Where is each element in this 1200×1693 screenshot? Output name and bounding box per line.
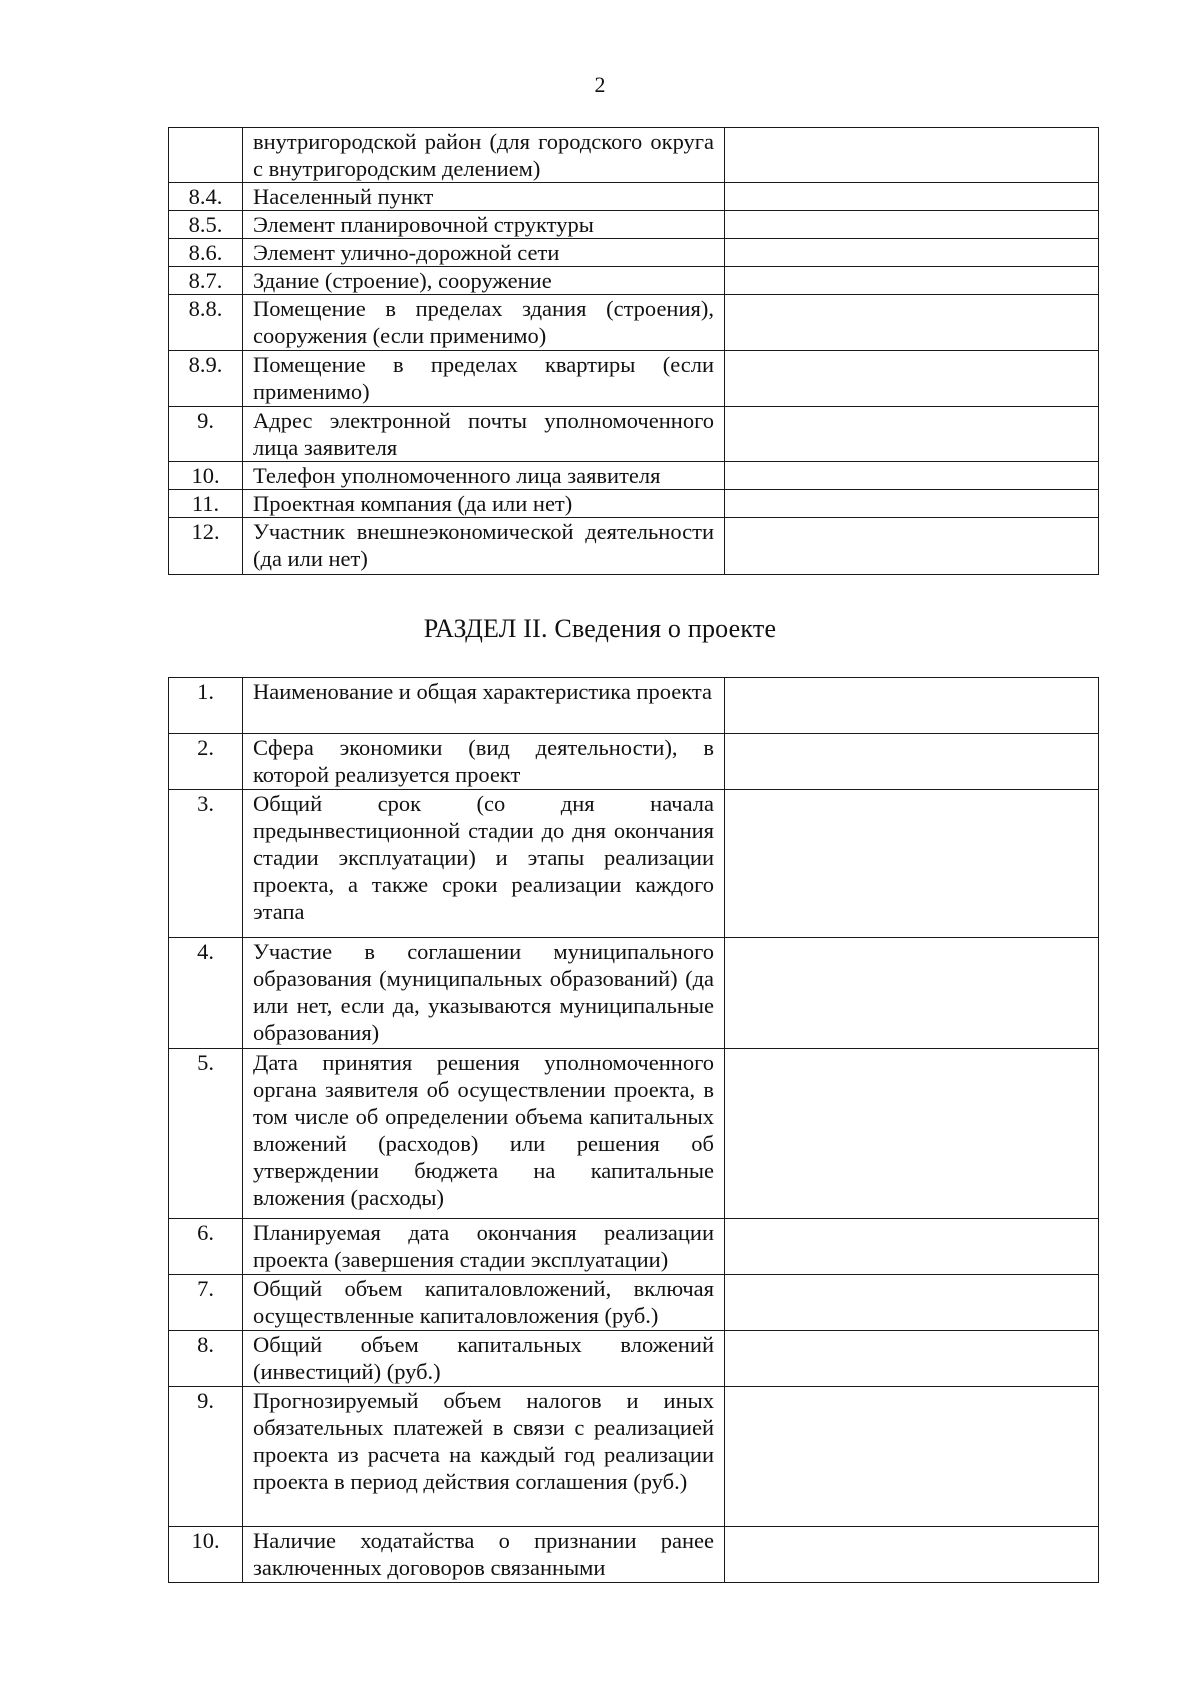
row-label: Общий объем капитальных вложений (инвестиций) (руб.): [243, 1331, 725, 1387]
table-row: [169, 734, 1099, 790]
row-number: 12.: [169, 518, 243, 575]
table-row: [169, 295, 1099, 351]
row-number: 8.6.: [169, 239, 243, 267]
row-label: Общий объем капиталовложений, включая осуществленные капиталовложения (руб.): [243, 1275, 725, 1331]
row-value-cell[interactable]: [725, 183, 1099, 211]
table-row: [169, 183, 1099, 211]
table-row: [169, 267, 1099, 295]
table-body: [169, 678, 1099, 1583]
table-body: [169, 128, 1099, 575]
row-value-cell[interactable]: [725, 407, 1099, 462]
row-number: 8.7.: [169, 267, 243, 295]
row-number: 9.: [169, 407, 243, 462]
row-number: 8.4.: [169, 183, 243, 211]
row-number: 6.: [169, 1219, 243, 1275]
row-number: 5.: [169, 1049, 243, 1219]
row-label: Участие в соглашении муниципального образования (муниципальных образований) (да или нет, если да, указываются муниципальные образования): [243, 938, 725, 1049]
row-value-cell[interactable]: [725, 490, 1099, 518]
section-title: РАЗДЕЛ II. Сведения о проекте: [423, 614, 777, 643]
table-row: [169, 351, 1099, 407]
row-value-cell[interactable]: [725, 462, 1099, 490]
row-label: Прогнозируемый объем налогов и иных обязательных платежей в связи с реализацией проекта из расчета на каждый год реализации проекта в период действия соглашения (руб.): [243, 1387, 725, 1527]
row-label: Наименование и общая характеристика проекта: [243, 678, 725, 734]
row-number: 8.5.: [169, 211, 243, 239]
table-row: [169, 462, 1099, 490]
table-row: [169, 790, 1099, 938]
row-value-cell[interactable]: [725, 678, 1099, 734]
table-row: [169, 407, 1099, 462]
row-number: 7.: [169, 1275, 243, 1331]
row-label: Проектная компания (да или нет): [243, 490, 725, 518]
row-label: Элемент планировочной структуры: [243, 211, 725, 239]
row-label: Элемент улично-дорожной сети: [243, 239, 725, 267]
row-number: 11.: [169, 490, 243, 518]
row-value-cell[interactable]: [725, 267, 1099, 295]
row-number: [169, 128, 243, 183]
table-row: [169, 1049, 1099, 1219]
row-label: Общий срок (со дня начала предынвестиционной стадии до дня окончания стадии эксплуатации) и этапы реализации проекта, а также сроки реализации каждого этапа: [243, 790, 725, 938]
row-number: 8.8.: [169, 295, 243, 351]
row-value-cell[interactable]: [725, 1387, 1099, 1527]
row-label: Дата принятия решения уполномоченного органа заявителя об осуществлении проекта, в том числе об определении объема капитальных вложений (расходов) или решения об утверждении бюджета на капитальные вложения (расходы): [243, 1049, 725, 1219]
row-number: 2.: [169, 734, 243, 790]
row-label: Населенный пункт: [243, 183, 725, 211]
project-details-table: [168, 677, 1099, 1583]
page-number: 2: [594, 72, 606, 97]
table-row: [169, 678, 1099, 734]
row-number: 10.: [169, 462, 243, 490]
row-value-cell[interactable]: [725, 734, 1099, 790]
row-number: 4.: [169, 938, 243, 1049]
row-label: внутригородской район (для городского округа с внутригородским делением): [243, 128, 725, 183]
row-value-cell[interactable]: [725, 239, 1099, 267]
table-row: [169, 1527, 1099, 1583]
row-value-cell[interactable]: [725, 518, 1099, 575]
table-row: [169, 1331, 1099, 1387]
row-number: 3.: [169, 790, 243, 938]
row-label: Помещение в пределах квартиры (если применимо): [243, 351, 725, 407]
row-number: 1.: [169, 678, 243, 734]
table-row: [169, 518, 1099, 575]
row-number: 8.9.: [169, 351, 243, 407]
table-row: [169, 490, 1099, 518]
row-number: 9.: [169, 1387, 243, 1527]
row-value-cell[interactable]: [725, 938, 1099, 1049]
table-row: [169, 211, 1099, 239]
table-row: [169, 1275, 1099, 1331]
row-label: Помещение в пределах здания (строения), сооружения (если применимо): [243, 295, 725, 351]
row-number: 8.: [169, 1331, 243, 1387]
row-label: Адрес электронной почты уполномоченного лица заявителя: [243, 407, 725, 462]
row-number: 10.: [169, 1527, 243, 1583]
row-value-cell[interactable]: [725, 351, 1099, 407]
row-label: Здание (строение), сооружение: [243, 267, 725, 295]
row-label: Сфера экономики (вид деятельности), в которой реализуется проект: [243, 734, 725, 790]
table-row: [169, 1387, 1099, 1527]
row-value-cell[interactable]: [725, 128, 1099, 183]
row-value-cell[interactable]: [725, 1527, 1099, 1583]
row-label: Телефон уполномоченного лица заявителя: [243, 462, 725, 490]
row-value-cell[interactable]: [725, 790, 1099, 938]
table-row: [169, 128, 1099, 183]
row-value-cell[interactable]: [725, 211, 1099, 239]
row-value-cell[interactable]: [725, 1049, 1099, 1219]
row-label: Наличие ходатайства о признании ранее заключенных договоров связанными: [243, 1527, 725, 1583]
row-value-cell[interactable]: [725, 1219, 1099, 1275]
row-value-cell[interactable]: [725, 1331, 1099, 1387]
table-row: [169, 1219, 1099, 1275]
table-row: [169, 938, 1099, 1049]
row-label: Участник внешнеэкономической деятельности (да или нет): [243, 518, 725, 575]
row-value-cell[interactable]: [725, 295, 1099, 351]
applicant-details-table-continued: [168, 127, 1099, 575]
row-value-cell[interactable]: [725, 1275, 1099, 1331]
table-row: [169, 239, 1099, 267]
row-label: Планируемая дата окончания реализации проекта (завершения стадии эксплуатации): [243, 1219, 725, 1275]
